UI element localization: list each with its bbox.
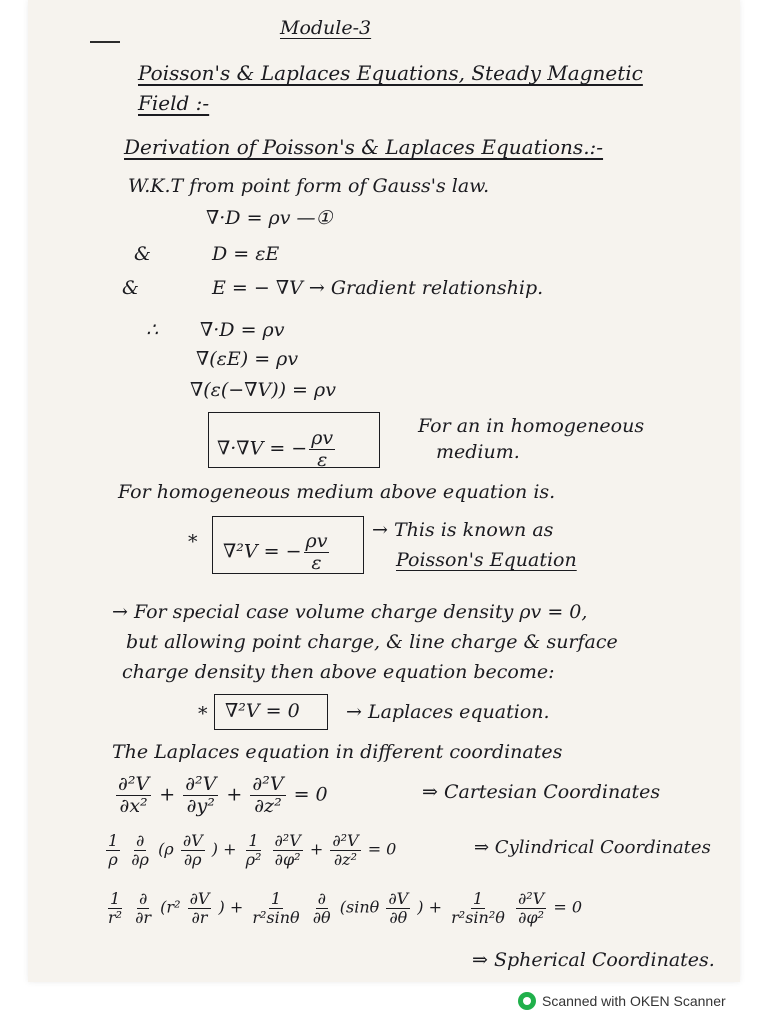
wkt-line: W.K.T from point form of Gauss's law. (128, 175, 490, 197)
laplace-label: → Laplaces equation. (346, 701, 550, 723)
poisson-equation: ∇²V = − $\frac{\rho v}{\varepsilon}$ (223, 530, 328, 574)
subheading: Derivation of Poisson's & Laplaces Equations.:- (124, 135, 604, 159)
heading-line-2: Field :- (138, 91, 210, 115)
heading-line-1: Poisson's & Laplaces Equations, Steady Magnetic (138, 61, 643, 85)
cylindrical-label: ⇒ Cylindrical Coordinates (474, 837, 711, 858)
equation-2: D = εE (212, 243, 280, 265)
cartesian-label: ⇒ Cartesian Coordinates (422, 781, 661, 803)
therefore-symbol: ∴ (146, 319, 159, 341)
special-case-line-1: → For special case volume charge density ρv = 0, (112, 601, 588, 623)
margin-dash (90, 41, 120, 43)
special-case-line-3: charge density then above equation become: (122, 661, 555, 683)
inhomogeneous-note-2: medium. (436, 441, 520, 463)
poisson-equation-label: Poisson's Equation (396, 549, 577, 571)
homogeneous-line: For homogeneous medium above equation is. (118, 481, 556, 503)
scanner-watermark (518, 990, 726, 1012)
page-title: Module-3 (280, 17, 372, 39)
equation-3: E = − ∇V → Gradient relationship. (212, 277, 544, 299)
inhomogeneous-box (208, 412, 380, 471)
boxed1-equation: ∇·∇V = − $\frac{\rho v}{\varepsilon}$ (217, 427, 334, 471)
equation-1: ∇·D = ρv —① (206, 207, 333, 229)
star-2: * (198, 703, 208, 725)
known-as-line: → This is known as (372, 519, 554, 541)
spherical-equation: $\frac{1}{\text{r²}}$ $\frac{\partial}{\partial r}$ (r² $\frac{\partial V}{\partial r}$ ) + $\frac{1}{\text{r²sinθ}}$ $\frac{\partial}{\partial\theta}$ (sinθ $\frac{\partial V}{\partial\theta}$ ) + $\frac{1}{\text{r²sin²θ}}$ $\frac{\text{∂²V}}{\text{∂φ²}}$ = 0 (108, 889, 582, 927)
amp-2: & (122, 277, 139, 299)
inhomogeneous-note-1: For an in homogeneous (418, 415, 645, 437)
equation-4: ∇·D = ρv (200, 319, 285, 341)
star-1: * (188, 531, 198, 553)
laplace-box (214, 694, 328, 730)
cartesian-equation: $\frac{\text{∂²V}}{\text{∂x²}}$ + $\frac{\text{∂²V}}{\text{∂y²}}$ + $\frac{\text{∂²V}}{\text{∂z²}}$ = 0 (118, 773, 328, 817)
watermark-text: Scanned with OKEN Scanner (542, 993, 726, 1009)
laplace-equation: ∇²V = 0 (225, 700, 300, 722)
special-case-line-2: but allowing point charge, & line charge & surface (126, 631, 618, 653)
equation-6: ∇(ε(−∇V)) = ρv (190, 379, 336, 401)
poisson-box (212, 516, 364, 574)
different-coordinates-line: The Laplaces equation in different coordinates (112, 741, 563, 763)
cylindrical-equation: $\frac{1}{\rho}$ $\frac{\partial}{\partial\rho}$ (ρ $\frac{\partial V}{\partial\rho}$ ) + $\frac{1}{\text{ρ²}}$ $\frac{\text{∂²V}}{\text{∂φ²}}$ + $\frac{\text{∂²V}}{\text{∂z²}}$ = 0 (108, 831, 397, 869)
equation-5: ∇(εE) = ρv (196, 348, 299, 370)
amp-1: & (134, 243, 151, 265)
spherical-label: ⇒ Spherical Coordinates. (472, 949, 715, 971)
oken-logo-icon (518, 992, 536, 1010)
